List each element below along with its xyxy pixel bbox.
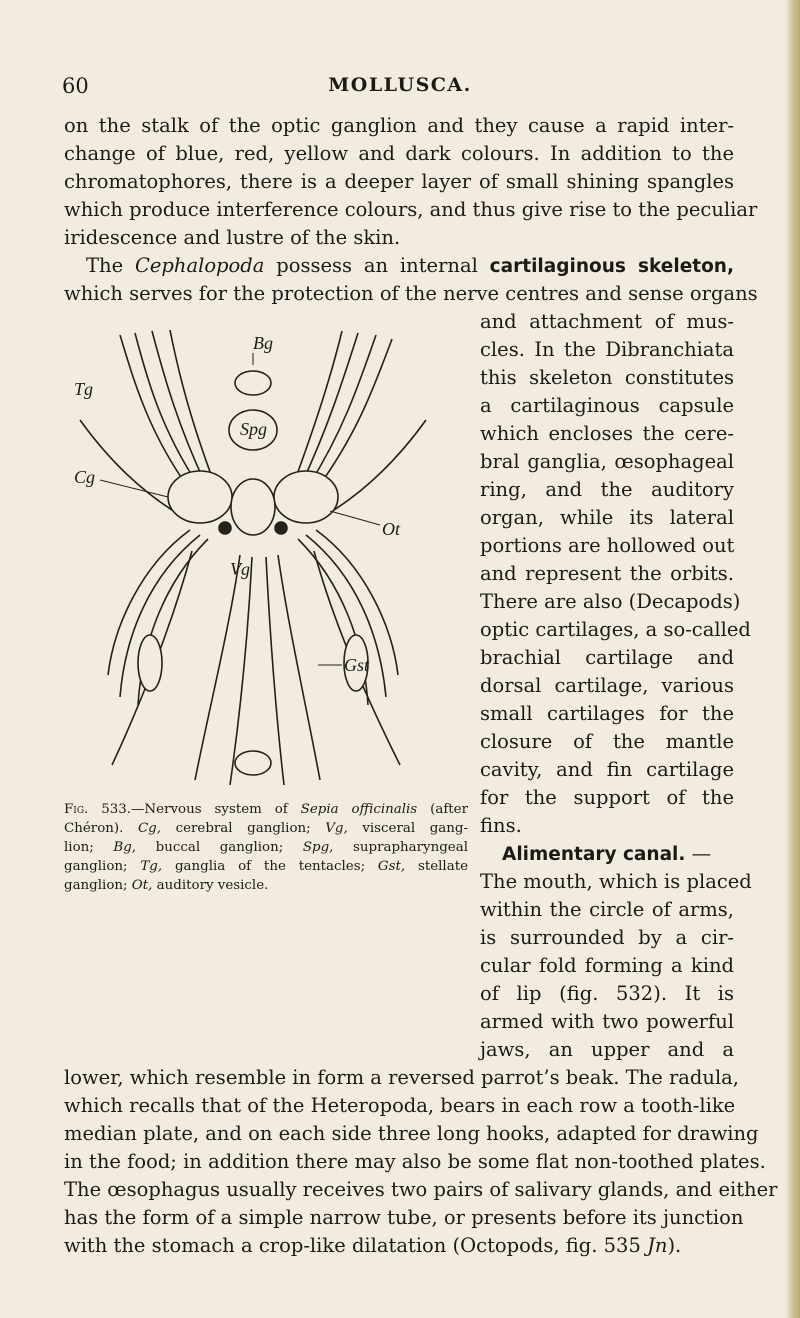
column-line: fins.	[480, 814, 522, 837]
column-line: which encloses the cere-	[480, 422, 734, 445]
figure-nervous-system	[74, 325, 480, 797]
text-line: which serves for the protection of the nerve centres and sense organs	[64, 282, 758, 305]
section-heading: Alimentary canal.	[502, 844, 686, 865]
page-edge	[786, 0, 800, 1318]
section-keyword: cartilaginous skeleton,	[489, 256, 734, 277]
taxon-name: Cephalopoda	[134, 254, 265, 277]
label-tg: Tg	[74, 379, 94, 399]
text-line: change of blue, red, yellow and dark colours. In addition to the	[64, 142, 734, 165]
column-line: The mouth, which is placed	[480, 870, 752, 893]
column-line: organ, while its lateral	[480, 506, 734, 529]
text-line: which recalls that of the Heteropoda, bears in each row a tooth-like	[64, 1094, 736, 1117]
text-line: in the food; in addition there may also be some flat non-toothed plates.	[64, 1150, 766, 1173]
label-cg: Cg	[74, 467, 96, 487]
column-line: a cartilaginous capsule	[480, 394, 734, 417]
text-line: lower, which resemble in form a reversed parrot’s beak. The radula,	[64, 1066, 740, 1089]
column-line: of lip (fig. 532). It is	[480, 982, 734, 1005]
figure-caption: Fig. 533.—Nervous system of Sepia officinalis (after Chéron). Cg, cerebral ganglion; Vg, visceral gang- lion; Bg, buccal ganglion; Spg, suprapharyngeal ganglion; Tg, ganglia of the tentacles; Gst, stellate ganglion; Ot, auditory vesicle.	[64, 802, 469, 893]
column-line: brachial cartilage and	[480, 646, 734, 669]
column-line: portions are hollowed out	[480, 534, 735, 557]
column-line: cular fold forming a kind	[480, 954, 734, 977]
column-line: for the support of the	[480, 786, 734, 809]
text-line: The œsophagus usually receives two pairs of salivary glands, and either	[64, 1178, 778, 1201]
nervous-system-illustration	[74, 325, 480, 797]
column-line: There are also (Decapods)	[480, 590, 741, 613]
figure-number: Fig. 533.	[64, 802, 132, 817]
text-line: on the stalk of the optic ganglion and they cause a rapid inter-	[64, 114, 734, 137]
arm-nerves	[80, 330, 426, 785]
label-spg: Spg	[240, 419, 267, 439]
label-gst: Gst	[344, 655, 370, 675]
column-line: and attachment of mus-	[480, 310, 734, 333]
text-line: has the form of a simple narrow tube, or presents before its junction	[64, 1206, 744, 1229]
column-line: bral ganglia, œsophageal	[480, 450, 734, 473]
text-line: median plate, and on each side three long hooks, adapted for drawing	[64, 1122, 759, 1145]
label-vg: Vg	[230, 559, 250, 579]
text-line: with the stomach a crop-like dilatation (Octopods, fig. 535 Jn).	[64, 1234, 682, 1257]
column-line: armed with two powerful	[480, 1010, 734, 1033]
text-line: chromatophores, there is a deeper layer of small shining spangles	[64, 170, 734, 193]
column-line: Alimentary canal. —	[502, 842, 712, 865]
label-ot: Ot	[382, 519, 400, 539]
page-number: 60	[62, 74, 89, 98]
label-bg: Bg	[253, 333, 273, 353]
column-line: within the circle of arms,	[480, 898, 734, 921]
column-line: is surrounded by a cir-	[480, 926, 734, 949]
text-line: The Cephalopoda possess an internal cartilaginous skeleton,	[86, 254, 734, 277]
column-line: jaws, an upper and a	[480, 1038, 734, 1061]
text-line: which produce interference colours, and thus give rise to the peculiar	[64, 198, 758, 221]
column-line: this skeleton constitutes	[480, 366, 734, 389]
column-line: cavity, and fin cartilage	[480, 758, 734, 781]
column-line: optic cartilages, a so-called	[480, 618, 751, 641]
column-line: and represent the orbits.	[480, 562, 734, 585]
running-title: MOLLUSCA.	[328, 74, 472, 96]
column-line: ring, and the auditory	[480, 478, 734, 501]
column-line: closure of the mantle	[480, 730, 734, 753]
text-line: iridescence and lustre of the skin.	[64, 226, 401, 249]
column-line: small cartilages for the	[480, 702, 734, 725]
column-line: dorsal cartilage, various	[480, 674, 734, 697]
column-line: cles. In the Dibranchiata	[480, 338, 734, 361]
